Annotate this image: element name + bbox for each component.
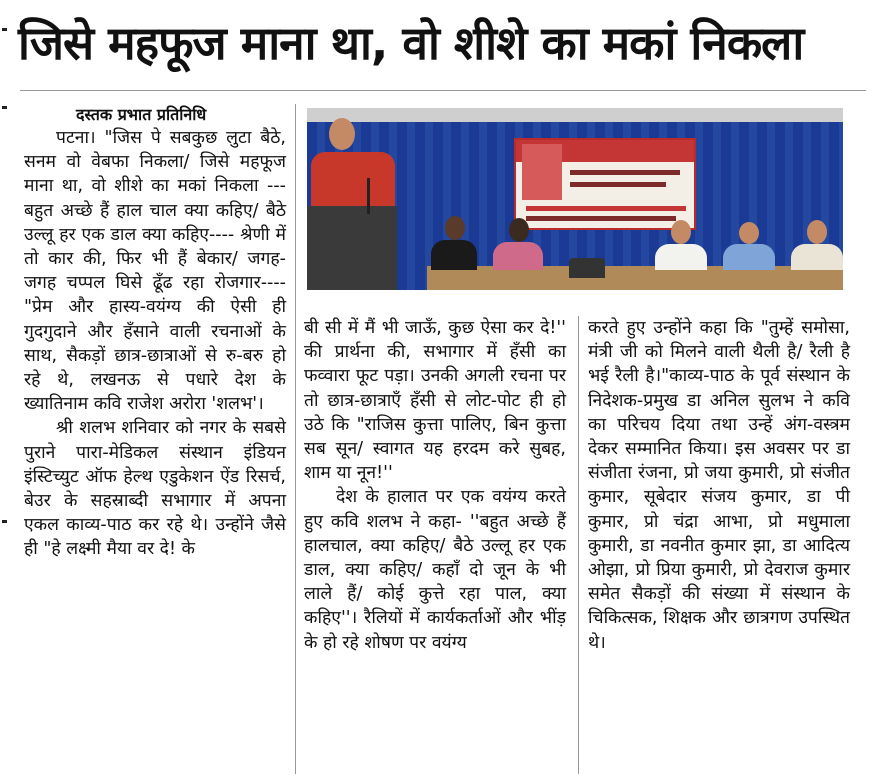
divider xyxy=(20,90,866,91)
column-divider xyxy=(295,104,296,774)
stage-table xyxy=(427,266,843,290)
paragraph: पटना। "जिस पे सबकुछ लुटा बैठे, सनम वो वेबफा निकला/ जिसे महफूज माना था, वो शीशे का मकां निकला --- बहुत अच्छे हैं हाल चाल क्या कहिए/ बैठे उल्लू हर एक डाल क्या कहिए---- श्रेणी में तो कार की, फिर भी हैं बेकार/ जगह-जगह चप्पल घिसे ढूँढ रहा रोजगार---- "प्रेम और हास्य-वयंग्य की ऐसी ही गुदगुदाने और हँसाने वाली रचनाओं के साथ, सैकड़ों छात्र-छात्राओं से रु-बरु हो रहे थे, लखनऊ से पधारे देश के ख्यातिनाम कवि राजेश अरोरा 'शलभ'। xyxy=(24,128,286,415)
headline: जिसे महफूज माना था, वो शीशे का मकां निकला xyxy=(18,16,804,70)
event-banner xyxy=(514,138,696,230)
margin-mark xyxy=(2,28,7,31)
byline: दस्तक प्रभात प्रतिनिधि xyxy=(76,105,207,124)
article-column-1 xyxy=(24,104,286,562)
article-column-2 xyxy=(304,316,566,655)
event-photo xyxy=(307,108,843,290)
paragraph: बी सी में मैं भी जाऊँ, कुछ ऐसा कर दे!'' की प्रार्थना की, सभागार में हँसी का फव्वारा फूट पड़ा। उनकी अगली रचना पर तो छात्र-छात्राएँ हँसी से लोट-पोट ही हो उठे कि "राजिस कुत्ता पालिए, बिन कुत्ता सब सून/ स्वागत यह हरदम करे सुबह, शाम या नून!'' xyxy=(304,318,566,484)
margin-mark xyxy=(2,520,7,523)
paragraph: करते हुए उन्होंने कहा कि "तुम्हें समोसा, मंत्री जी को मिलने वाली थैली है/ रैली है भई रैली है।"काव्य-पाठ के पूर्व संस्थान के निदेशक-प्रमुख डा अनिल सुलभ ने कवि का परिचय दिया तथा उन्हें अंग-वस्त्रम देकर सम्मानित किया। इस अवसर पर डा संजीता रंजना, प्रो जया कुमारी, प्रो संजीत कुमार, सूबेदार संजय कुमार, डा पी कुमार, प्रो चंद्रा आभा, प्रो मधुमाला कुमारी, डा नवनीत कुमार झा, डा आदित्य ओझा, प्रो प्रिया कुमारी, प्रो देवराज कुमार समेत सैकड़ों की संख्या में संस्थान के चिकित्सक, शिक्षक और छात्रगण उपस्थित थे। xyxy=(588,318,850,653)
podium xyxy=(307,206,397,290)
margin-mark xyxy=(2,106,7,109)
paragraph: देश के हालात पर एक वयंग्य करते हुए कवि शलभ ने कहा- ''बहुत अच्छे हैं हालचाल, क्या कहिए/ बैठे उल्लू हर एक डाल, क्या कहिए/ कहाँ दो जून के भी लाले हैं/ कोई कुत्ते रहा पाल, क्या कहिए''। रैलियों में कार्यकर्ताओं और भींड़ के हो रहे शोषण पर वयंग्य xyxy=(304,487,566,653)
microphone xyxy=(367,178,370,214)
paragraph: श्री शलभ शनिवार को नगर के सबसे पुराने पारा-मेडिकल संस्थान इंडियन इंस्टिच्युट ऑफ हेल्थ एडुकेशन ऐंड रिसर्च, बेउर के सहस्राब्दी सभागार में अपना एकल काव्य-पाठ कर रहे थे। उन्होंने जैसे ही "हे लक्ष्मी मैया वर दे! के xyxy=(24,418,286,560)
article-column-3 xyxy=(588,316,850,655)
column-divider xyxy=(578,316,579,774)
